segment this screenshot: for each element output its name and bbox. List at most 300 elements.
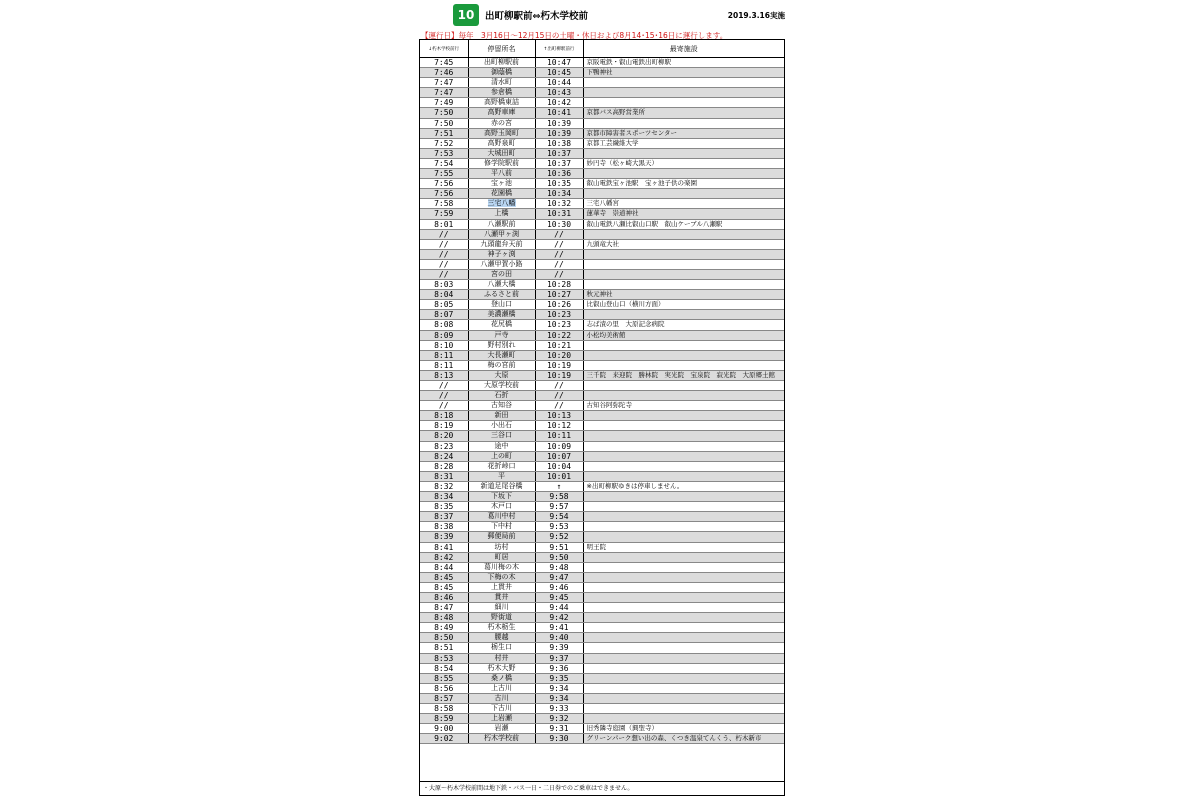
- outbound-time: 8:08: [420, 320, 468, 330]
- inbound-time: 10:22: [535, 330, 583, 340]
- stop-name: 貫井: [468, 592, 535, 602]
- inbound-time: 9:37: [535, 653, 583, 663]
- table-row: [420, 734, 784, 744]
- stop-name: 高野泉町: [468, 138, 535, 148]
- outbound-time: 8:23: [420, 441, 468, 451]
- stop-name: 修学院駅前: [468, 158, 535, 168]
- outbound-time: 8:45: [420, 572, 468, 582]
- outbound-time: 8:53: [420, 653, 468, 663]
- stop-name: 清水町: [468, 78, 535, 88]
- table-row: [420, 562, 784, 572]
- inbound-time: 10:09: [535, 441, 583, 451]
- stop-name: 八瀬大橋: [468, 280, 535, 290]
- nearby-facility: [583, 78, 784, 88]
- outbound-time: //: [420, 381, 468, 391]
- table-row: [420, 714, 784, 724]
- table-row: [420, 522, 784, 532]
- stop-name: 花折峠口: [468, 461, 535, 471]
- nearby-facility: [583, 522, 784, 532]
- inbound-time: 9:36: [535, 663, 583, 673]
- outbound-time: 8:34: [420, 492, 468, 502]
- nearby-facility: 叡山電鉄八瀬比叡山口駅 叡山ケーブル八瀬駅: [583, 219, 784, 229]
- nearby-facility: グリーンパーク想い出の森、くつき温泉てんくう、朽木新市: [583, 734, 784, 744]
- outbound-time: 7:58: [420, 199, 468, 209]
- stop-name: 上橋: [468, 209, 535, 219]
- inbound-time: 10:44: [535, 78, 583, 88]
- outbound-time: 8:28: [420, 461, 468, 471]
- table-row: [420, 158, 784, 168]
- stop-name: 赤の宮: [468, 118, 535, 128]
- table-row: [420, 512, 784, 522]
- nearby-facility: [583, 572, 784, 582]
- outbound-time: 7:55: [420, 169, 468, 179]
- table-row: [420, 502, 784, 512]
- outbound-time: 8:20: [420, 431, 468, 441]
- stop-name: 平八前: [468, 169, 535, 179]
- nearby-facility: 京都市障害者スポーツセンター: [583, 128, 784, 138]
- outbound-time: 7:56: [420, 189, 468, 199]
- table-row: [420, 693, 784, 703]
- stop-name: 参倉橋: [468, 88, 535, 98]
- table-row: [420, 78, 784, 88]
- nearby-facility: 明王院: [583, 542, 784, 552]
- nearby-facility: 九頭竜大社: [583, 239, 784, 249]
- footer-note: ・大原～朽木学校前間は地下鉄・バス一日・二日券でのご乗車はできません。: [420, 781, 784, 795]
- stop-name: 下坂下: [468, 492, 535, 502]
- stop-name: 桑ノ橋: [468, 673, 535, 683]
- table-row: [420, 310, 784, 320]
- table-row: [420, 290, 784, 300]
- outbound-time: 8:37: [420, 512, 468, 522]
- nearby-facility: [583, 512, 784, 522]
- nearby-facility: [583, 189, 784, 199]
- inbound-time: 9:58: [535, 492, 583, 502]
- outbound-time: 8:39: [420, 532, 468, 542]
- outbound-time: 9:02: [420, 734, 468, 744]
- stop-name: 大城田町: [468, 148, 535, 158]
- nearby-facility: 小松均美術館: [583, 330, 784, 340]
- table-row: [420, 360, 784, 370]
- nearby-facility: [583, 98, 784, 108]
- table-row: [420, 492, 784, 502]
- outbound-time: 7:56: [420, 179, 468, 189]
- table-row: [420, 592, 784, 602]
- outbound-time: 8:41: [420, 542, 468, 552]
- nearby-facility: [583, 411, 784, 421]
- nearby-facility: [583, 502, 784, 512]
- stop-name: 高野橋東詰: [468, 98, 535, 108]
- route-number-badge: 10: [453, 4, 479, 26]
- stop-name: 野街道: [468, 613, 535, 623]
- stop-name: 途中: [468, 441, 535, 451]
- nearby-facility: [583, 229, 784, 239]
- table-row: [420, 461, 784, 471]
- outbound-time: 8:11: [420, 360, 468, 370]
- stop-name: 古川: [468, 693, 535, 703]
- stop-name: 村井: [468, 653, 535, 663]
- inbound-time: 9:32: [535, 714, 583, 724]
- table-row: [420, 381, 784, 391]
- table-row: [420, 68, 784, 78]
- table-row: [420, 542, 784, 552]
- nearby-facility: [583, 451, 784, 461]
- stop-name: 上貫井: [468, 582, 535, 592]
- stop-name: 葛川中村: [468, 512, 535, 522]
- stop-name: [468, 199, 535, 209]
- inbound-time: //: [535, 269, 583, 279]
- inbound-time: 10:01: [535, 471, 583, 481]
- nearby-facility: [583, 360, 784, 370]
- operating-days-note: 【運行日】毎年 3月16日～12月15日の土曜・休日および8月14･15･16日に運行します。: [421, 31, 728, 40]
- table-row: [420, 88, 784, 98]
- outbound-time: //: [420, 239, 468, 249]
- nearby-facility: [583, 603, 784, 613]
- inbound-time: 9:47: [535, 572, 583, 582]
- stop-name: 新道足尾谷橋: [468, 481, 535, 491]
- outbound-time: 8:44: [420, 562, 468, 572]
- table-row: [420, 421, 784, 431]
- table-row: [420, 229, 784, 239]
- stop-name: 出町柳駅前: [468, 58, 535, 68]
- stop-name: 下梅の木: [468, 572, 535, 582]
- nearby-facility: [583, 461, 784, 471]
- stop-name: 新田: [468, 411, 535, 421]
- table-row: [420, 280, 784, 290]
- table-row: [420, 239, 784, 249]
- nearby-facility: 古知谷阿弥陀寺: [583, 401, 784, 411]
- nearby-facility: [583, 613, 784, 623]
- nearby-facility: [583, 350, 784, 360]
- stop-name: 平: [468, 471, 535, 481]
- nearby-facility: [583, 118, 784, 128]
- outbound-time: 8:59: [420, 714, 468, 724]
- outbound-time: 7:54: [420, 158, 468, 168]
- stop-name: 大原学校前: [468, 381, 535, 391]
- outbound-time: 8:54: [420, 663, 468, 673]
- outbound-time: 7:50: [420, 108, 468, 118]
- outbound-time: 8:31: [420, 471, 468, 481]
- outbound-time: 9:00: [420, 724, 468, 734]
- nearby-facility: [583, 88, 784, 98]
- inbound-time: 9:53: [535, 522, 583, 532]
- stop-name: 梅の宮前: [468, 360, 535, 370]
- nearby-facility: [583, 431, 784, 441]
- inbound-time: 10:19: [535, 360, 583, 370]
- inbound-time: 9:50: [535, 552, 583, 562]
- route-title: 出町柳駅前⇔朽木学校前: [485, 11, 588, 22]
- table-row: [420, 613, 784, 623]
- nearby-facility: 京都バス高野営業所: [583, 108, 784, 118]
- table-row: [420, 118, 784, 128]
- outbound-time: 8:47: [420, 603, 468, 613]
- stop-name: 八瀬甲ヶ渕: [468, 229, 535, 239]
- inbound-time: 10:47: [535, 58, 583, 68]
- inbound-time: 10:21: [535, 340, 583, 350]
- stop-name: 戸寺: [468, 330, 535, 340]
- stop-name: 小出石: [468, 421, 535, 431]
- inbound-time: 10:39: [535, 128, 583, 138]
- outbound-time: 8:55: [420, 673, 468, 683]
- stop-name: 高野玉岡町: [468, 128, 535, 138]
- stop-name: 郵便局前: [468, 532, 535, 542]
- outbound-time: 8:38: [420, 522, 468, 532]
- inbound-time: 9:31: [535, 724, 583, 734]
- table-row: [420, 704, 784, 714]
- inbound-time: 9:41: [535, 623, 583, 633]
- inbound-time: 10:43: [535, 88, 583, 98]
- inbound-time: //: [535, 259, 583, 269]
- outbound-time: 8:03: [420, 280, 468, 290]
- stop-name: 花園橋: [468, 189, 535, 199]
- inbound-time: 9:54: [535, 512, 583, 522]
- stop-name: 八瀬駅前: [468, 219, 535, 229]
- stop-name: 宝ヶ池: [468, 179, 535, 189]
- nearby-facility: [583, 471, 784, 481]
- nearby-facility: [583, 249, 784, 259]
- inbound-time: 10:11: [535, 431, 583, 441]
- timetable-header-row: [420, 40, 784, 58]
- inbound-time: 10:42: [535, 98, 583, 108]
- table-row: [420, 169, 784, 179]
- nearby-facility: 比叡山登山口（横川方面）: [583, 300, 784, 310]
- timetable-header: [453, 4, 785, 26]
- nearby-facility: [583, 552, 784, 562]
- table-row: [420, 350, 784, 360]
- inbound-time: 10:19: [535, 370, 583, 380]
- inbound-time: 10:23: [535, 320, 583, 330]
- stop-name: 栃生口: [468, 643, 535, 653]
- outbound-time: 8:09: [420, 330, 468, 340]
- inbound-time: 9:40: [535, 633, 583, 643]
- nearby-facility: 下鴨神社: [583, 68, 784, 78]
- column-header-stop-name: 停留所名: [468, 40, 535, 58]
- outbound-time: 7:45: [420, 58, 468, 68]
- table-row: [420, 179, 784, 189]
- table-row: [420, 199, 784, 209]
- table-row: [420, 209, 784, 219]
- nearby-facility: [583, 280, 784, 290]
- table-row: [420, 441, 784, 451]
- table-row: [420, 663, 784, 673]
- outbound-time: 8:58: [420, 704, 468, 714]
- stop-name: 朽木栃生: [468, 623, 535, 633]
- nearby-facility: [583, 653, 784, 663]
- inbound-time: 10:27: [535, 290, 583, 300]
- nearby-facility: [583, 582, 784, 592]
- stop-name: 九頭龍弁天前: [468, 239, 535, 249]
- outbound-time: 8:01: [420, 219, 468, 229]
- outbound-time: 8:56: [420, 683, 468, 693]
- stop-name: 神子ヶ渕: [468, 249, 535, 259]
- table-row: [420, 138, 784, 148]
- outbound-time: 8:57: [420, 693, 468, 703]
- outbound-time: 7:46: [420, 68, 468, 78]
- stop-name: 葛川梅の木: [468, 562, 535, 572]
- table-row: [420, 633, 784, 643]
- nearby-facility: [583, 704, 784, 714]
- table-row: [420, 552, 784, 562]
- outbound-time: 8:48: [420, 613, 468, 623]
- inbound-time: 9:34: [535, 683, 583, 693]
- nearby-facility: [583, 492, 784, 502]
- effective-date: 2019.3.16実施: [727, 11, 785, 20]
- inbound-time: 9:30: [535, 734, 583, 744]
- stop-name: 石折: [468, 391, 535, 401]
- outbound-time: 8:50: [420, 633, 468, 643]
- nearby-facility: [583, 340, 784, 350]
- stop-name: 花尻橋: [468, 320, 535, 330]
- table-row: [420, 411, 784, 421]
- table-row: [420, 219, 784, 229]
- outbound-time: 7:53: [420, 148, 468, 158]
- table-row: [420, 58, 784, 68]
- table-row: [420, 623, 784, 633]
- table-row: [420, 189, 784, 199]
- inbound-time: 10:23: [535, 310, 583, 320]
- stop-name: 登山口: [468, 300, 535, 310]
- nearby-facility: [583, 169, 784, 179]
- inbound-time: 10:35: [535, 179, 583, 189]
- outbound-time: //: [420, 401, 468, 411]
- outbound-time: 7:59: [420, 209, 468, 219]
- inbound-time: 9:39: [535, 643, 583, 653]
- inbound-time: 9:42: [535, 613, 583, 623]
- table-row: [420, 653, 784, 663]
- outbound-time: 8:24: [420, 451, 468, 461]
- nearby-facility: [583, 562, 784, 572]
- table-row: [420, 401, 784, 411]
- inbound-time: 10:30: [535, 219, 583, 229]
- table-row: [420, 320, 784, 330]
- stop-name: 古知谷: [468, 401, 535, 411]
- table-row: [420, 340, 784, 350]
- nearby-facility: [583, 623, 784, 633]
- outbound-time: 8:35: [420, 502, 468, 512]
- nearby-facility: 旧秀隣寺庭園（興聖寺）: [583, 724, 784, 734]
- inbound-time: 10:26: [535, 300, 583, 310]
- column-header-nearby-facilities: 最寄施設: [583, 40, 784, 58]
- stop-name: 大長瀬町: [468, 350, 535, 360]
- stop-name: 町居: [468, 552, 535, 562]
- stop-name: 岩瀬: [468, 724, 535, 734]
- table-row: [420, 249, 784, 259]
- outbound-time: 7:47: [420, 88, 468, 98]
- outbound-time: 8:19: [420, 421, 468, 431]
- inbound-time: //: [535, 229, 583, 239]
- outbound-time: 8:32: [420, 481, 468, 491]
- nearby-facility: 三千院 来迎院 勝林院 実光院 宝泉院 寂光院 大原郷土館: [583, 370, 784, 380]
- nearby-facility: [583, 683, 784, 693]
- inbound-time: 9:35: [535, 673, 583, 683]
- nearby-facility: [583, 714, 784, 724]
- nearby-facility: 妙円寺（松ヶ崎大黒天）: [583, 158, 784, 168]
- nearby-facility: [583, 269, 784, 279]
- inbound-time: 9:52: [535, 532, 583, 542]
- inbound-time: 9:45: [535, 592, 583, 602]
- table-row: [420, 572, 784, 582]
- nearby-facility: [583, 643, 784, 653]
- outbound-time: 8:07: [420, 310, 468, 320]
- stop-name: 八瀬甲賀小路: [468, 259, 535, 269]
- outbound-time: 8:05: [420, 300, 468, 310]
- table-row: [420, 683, 784, 693]
- table-row: [420, 481, 784, 491]
- stop-name: 御蔭橋: [468, 68, 535, 78]
- table-row: [420, 582, 784, 592]
- inbound-time: 10:20: [535, 350, 583, 360]
- inbound-time: 9:57: [535, 502, 583, 512]
- table-row: [420, 98, 784, 108]
- inbound-time: 10:31: [535, 209, 583, 219]
- stop-name: 野村別れ: [468, 340, 535, 350]
- stop-name: 朽木大野: [468, 663, 535, 673]
- inbound-time: 10:07: [535, 451, 583, 461]
- table-row: [420, 330, 784, 340]
- nearby-facility: 秋元神社: [583, 290, 784, 300]
- nearby-facility: [583, 532, 784, 542]
- nearby-facility: [583, 693, 784, 703]
- nearby-facility: [583, 381, 784, 391]
- table-row: [420, 724, 784, 734]
- outbound-time: //: [420, 269, 468, 279]
- table-row: [420, 300, 784, 310]
- outbound-time: 8:42: [420, 552, 468, 562]
- stop-name: 美濃瀬橋: [468, 310, 535, 320]
- inbound-time: 9:51: [535, 542, 583, 552]
- stop-name: 朽木学校前: [468, 734, 535, 744]
- outbound-time: 8:13: [420, 370, 468, 380]
- nearby-facility: [583, 148, 784, 158]
- stop-name: 上岩瀬: [468, 714, 535, 724]
- table-row: [420, 643, 784, 653]
- inbound-time: 10:39: [535, 118, 583, 128]
- nearby-facility: 京阪電鉄・叡山電鉄出町柳駅: [583, 58, 784, 68]
- stop-name: 宮の田: [468, 269, 535, 279]
- table-row: [420, 370, 784, 380]
- inbound-time: //: [535, 249, 583, 259]
- stop-name: 下古川: [468, 704, 535, 714]
- inbound-time: 10:37: [535, 158, 583, 168]
- inbound-time: 9:33: [535, 704, 583, 714]
- inbound-time: 10:12: [535, 421, 583, 431]
- outbound-time: 8:11: [420, 350, 468, 360]
- table-row: [420, 108, 784, 118]
- nearby-facility: [583, 310, 784, 320]
- outbound-time: 7:50: [420, 118, 468, 128]
- table-row: [420, 259, 784, 269]
- stop-name: 上古川: [468, 683, 535, 693]
- stop-name: 上の町: [468, 451, 535, 461]
- nearby-facility: [583, 391, 784, 401]
- outbound-time: 8:04: [420, 290, 468, 300]
- inbound-time: ↑: [535, 481, 583, 491]
- table-row: [420, 431, 784, 441]
- stop-name: 木戸口: [468, 502, 535, 512]
- inbound-time: //: [535, 239, 583, 249]
- stop-name: 坊村: [468, 542, 535, 552]
- stop-name: 腰越: [468, 633, 535, 643]
- table-row: [420, 148, 784, 158]
- table-row: [420, 471, 784, 481]
- table-row: [420, 451, 784, 461]
- timetable-body: [420, 58, 784, 744]
- nearby-facility: 京都工芸繊維大学: [583, 138, 784, 148]
- outbound-time: 7:51: [420, 128, 468, 138]
- inbound-time: 9:48: [535, 562, 583, 572]
- nearby-facility: [583, 633, 784, 643]
- inbound-time: 9:34: [535, 693, 583, 703]
- timetable: [420, 40, 784, 744]
